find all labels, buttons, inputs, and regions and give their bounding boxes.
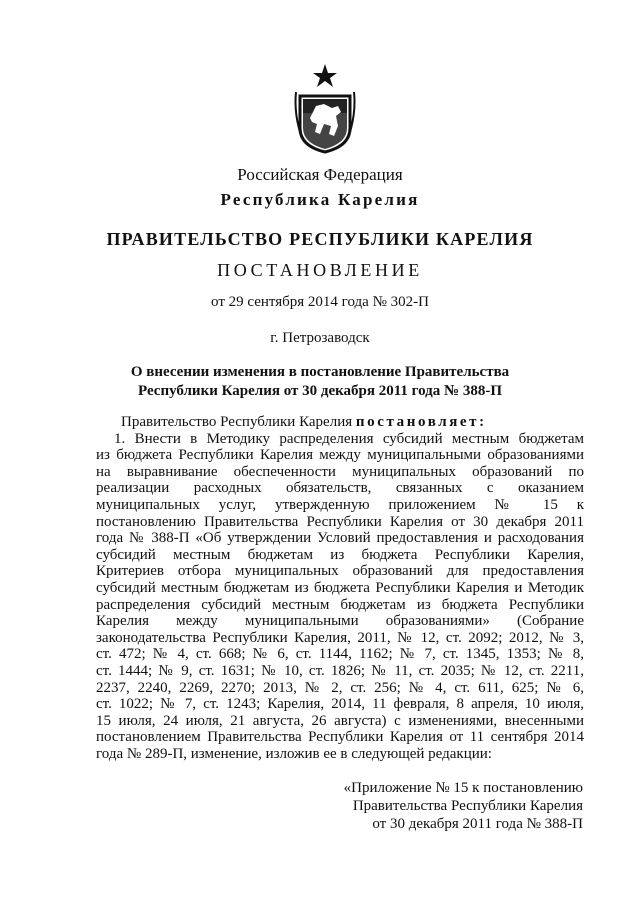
preamble-verb: постановляет: [355,414,487,430]
body-line: постановлением Правительства Республики Карелия от 11 сентября 2014 [96,729,584,746]
body-line: субсидий местным бюджетам из бюджета Республики Карелия, [96,546,584,563]
body-line: субсидий местным бюджетам из бюджета Республики Карелия и Методик [96,579,584,596]
body-line: 1. Внести в Методику распределения субсидий местным бюджетам [114,430,584,447]
republic-name: Республика Карелия [220,190,420,209]
body-line: распределения субсидий местным бюджетам из бюджета Республики [96,596,584,613]
body-line: ст. 472; № 4, ст. 668; № 6, ст. 1144, 1162; № 7, ст. 1345, 1353; № 8, [96,646,584,663]
appendix-reference [344,779,583,833]
body-line: ст. 1444; № 9, ст. 1631; № 10, ст. 1826; № 11, ст. 2035; № 12, ст. 2211, [96,662,584,679]
city: г. Петрозаводск [270,330,370,346]
document-body [96,414,584,762]
body-line: Критериев отбора муниципальных образований для предоставления [96,563,584,580]
body-line: на выравнивание обеспеченности муниципальных образований по [96,463,584,480]
body-line: законодательства Республики Карелия, 2011, № 12, ст. 2092; 2012, № 3, [96,629,584,646]
appendix-line: «Приложение № 15 к постановлению [343,780,583,796]
appendix-line: от 30 декабря 2011 года № 388-П [372,816,583,832]
country-name: Российская Федерация [237,165,403,184]
date-and-number: от 29 сентября 2014 года № 302-П [211,294,429,310]
body-line: года № 388-П «Об утверждении Условий предоставления и расходования [96,530,584,547]
subject-line: Республики Карелия от 30 декабря 2011 года № 388-П [137,383,503,399]
preamble-text: Правительство Республики Карелия [121,414,356,430]
body-line: из бюджета Республики Карелия между муниципальными образованиями [96,447,584,464]
body-line: Карелия между муниципальными образованиями» (Собрание [96,613,584,630]
appendix-line: Правительства Республики Карелия [352,798,583,814]
document-type: ПОСТАНОВЛЕНИЕ [217,260,423,280]
subject-line: О внесении изменения в постановление Правительства [130,364,510,380]
body-line: ст. 1022; № 7, ст. 1243; Карелия, 2014, 11 февраля, 8 апреля, 10 июля, [96,696,584,713]
government-name: ПРАВИТЕЛЬСТВО РЕСПУБЛИКИ КАРЕЛИЯ [106,229,534,249]
body-line: 15 июля, 24 июля, 21 августа, 26 августа) с изменениями, внесенными [96,712,584,729]
preamble [96,414,584,431]
body-line: 2237, 2240, 2269, 2270; 2013, № 2, ст. 256; № 4, ст. 611, 625; № 6, [96,679,584,696]
body-line: муниципальных услуг, утвержденную приложением № 15 к [96,496,584,513]
body-line: постановлению Правительства Республики Карелия от 30 декабря 2011 [96,513,584,530]
coat-of-arms-karelia-emblem [294,62,356,154]
body-line: года № 289-П, изменение, изложив ее в следующей редакции: [96,745,492,762]
document-subject [0,363,640,401]
body-line: реализации расходных обязательств, связанных с оказанием [96,480,584,497]
